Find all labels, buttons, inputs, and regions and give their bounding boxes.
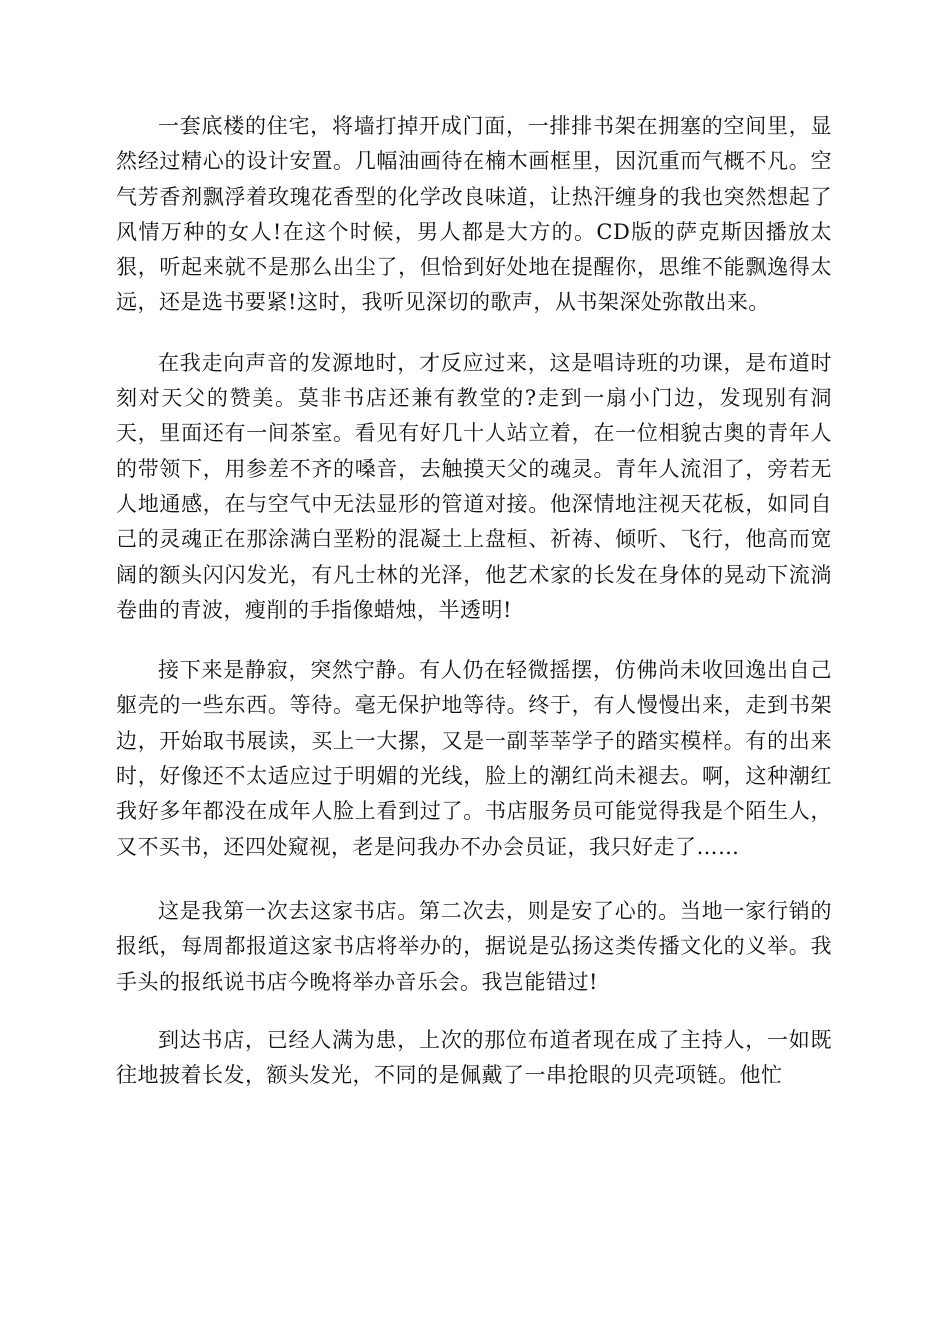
paragraph: 一套底楼的住宅，将墙打掉开成门面，一排排书架在拥塞的空间里，显然经过精心的设计安置。几幅油画待在楠木画框里，因沉重而气概不凡。空气芳香剂飘浮着玫瑰花香型的化学改良味道，让热汗缠身的我也突然想起了风情万种的女人!在这个时候，男人都是大方的。CD版的萨克斯因播放太狠，听起来就不是那么出尘了，但恰到好处地在提醒你，思维不能飘逸得太远，还是选书要紧!这时，我听见深切的歌声，从书架深处弥散出来。 — [116, 114, 832, 315]
document-body — [116, 109, 832, 1118]
paragraph: 这是我第一次去这家书店。第二次去，则是安了心的。当地一家行销的报纸，每周都报道这家书店将举办的，据说是弘扬这类传播文化的义举。我手头的报纸说书店今晚将举办音乐会。我岂能错过! — [116, 898, 832, 994]
paragraph: 接下来是静寂，突然宁静。有人仍在轻微摇摆，仿佛尚未收回逸出自己躯壳的一些东西。等待。毫无保护地等待。终于，有人慢慢出来，走到书架边，开始取书展读，买上一大摞，又是一副莘莘学子的踏实模样。有的出来时，好像还不太适应过于明媚的光线，脸上的潮红尚未褪去。啊，这种潮红我好多年都没在成年人脸上看到过了。书店服务员可能觉得我是个陌生人，又不买书，还四处窥视，老是问我办不办会员证，我只好走了…… — [116, 658, 832, 859]
paragraph: 到达书店，已经人满为患，上次的那位布道者现在成了主持人，一如既往地披着长发，额头发光，不同的是佩戴了一串抢眼的贝壳项链。他忙 — [116, 1027, 832, 1088]
paragraph: 在我走向声音的发源地时，才反应过来，这是唱诗班的功课，是布道时刻对天父的赞美。莫非书店还兼有教堂的?走到一扇小门边，发现别有洞天，里面还有一间茶室。看见有好几十人站立着，在一位相貌古奥的青年人的带领下，用参差不齐的嗓音，去触摸天父的魂灵。青年人流泪了，旁若无人地通感，在与空气中无法显形的管道对接。他深情地注视天花板，如同自己的灵魂正在那涂满白垩粉的混凝土上盘桓、祈祷、倾听、飞行，他高而宽阔的额头闪闪发光，有凡士林的光泽，他艺术家的长发在身体的晃动下流淌卷曲的青波，瘦削的手指像蜡烛，半透明! — [116, 350, 832, 622]
